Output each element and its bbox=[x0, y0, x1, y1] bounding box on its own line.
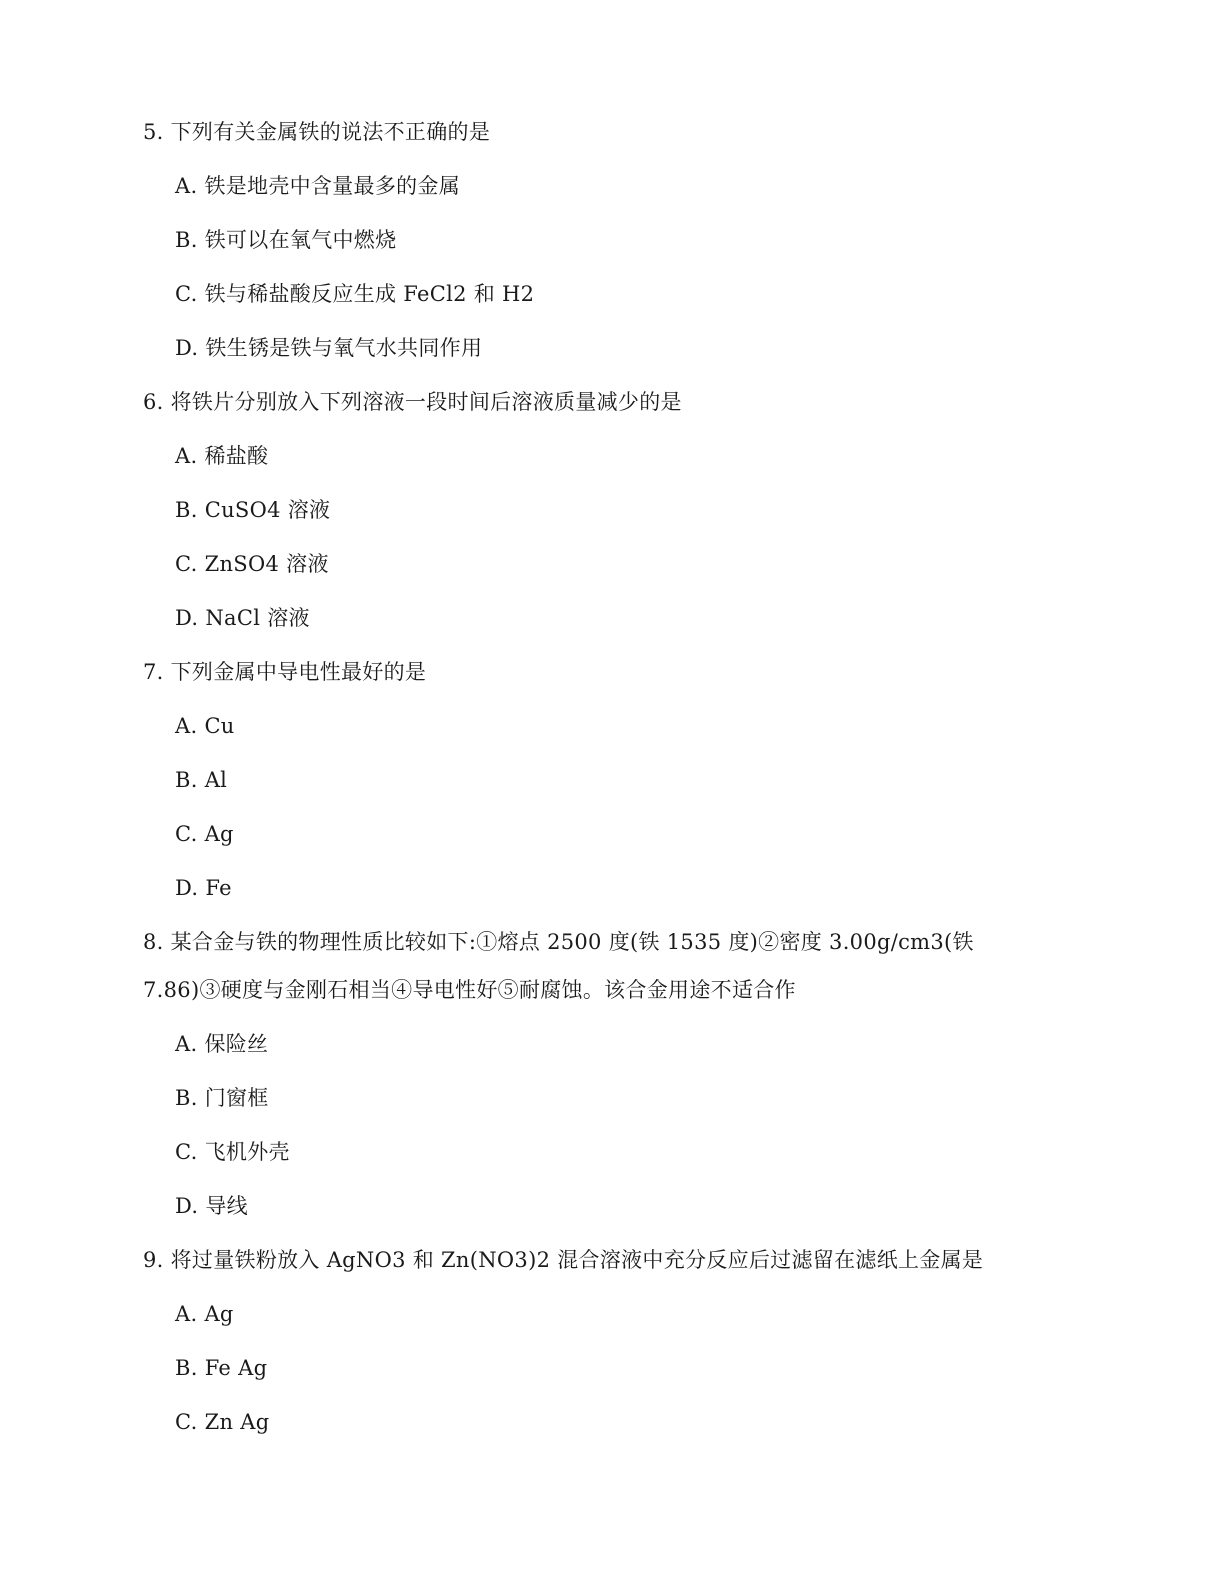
option-text: 铁可以在氧气中燃烧 bbox=[204, 228, 397, 252]
option-5c bbox=[175, 280, 534, 308]
option-label: C. bbox=[175, 282, 198, 306]
question-text: 下列金属中导电性最好的是 bbox=[170, 660, 427, 684]
option-9a bbox=[175, 1300, 234, 1328]
option-label: A. bbox=[175, 714, 198, 738]
option-label: A. bbox=[175, 174, 198, 198]
option-text: CuSO4 溶液 bbox=[204, 498, 331, 522]
option-label: B. bbox=[175, 768, 198, 792]
option-8d bbox=[175, 1192, 248, 1220]
option-text: Cu bbox=[204, 714, 235, 738]
option-7d bbox=[175, 874, 232, 902]
option-text: 铁是地壳中含量最多的金属 bbox=[204, 174, 461, 198]
option-text: 飞机外壳 bbox=[204, 1140, 290, 1164]
question-text: 下列有关金属铁的说法不正确的是 bbox=[170, 120, 491, 144]
question-8 bbox=[143, 928, 974, 956]
option-label: A. bbox=[175, 1032, 198, 1056]
option-label: C. bbox=[175, 552, 198, 576]
option-text: 铁与稀盐酸反应生成 FeCl2 和 H2 bbox=[204, 282, 535, 306]
option-text: 保险丝 bbox=[204, 1032, 269, 1056]
option-label: C. bbox=[175, 1140, 198, 1164]
option-label: B. bbox=[175, 1086, 198, 1110]
option-9c bbox=[175, 1408, 270, 1436]
option-text: 稀盐酸 bbox=[204, 444, 269, 468]
option-text: 铁生锈是铁与氧气水共同作用 bbox=[205, 336, 483, 360]
option-5a bbox=[175, 172, 460, 200]
option-text: Ag bbox=[204, 822, 234, 846]
option-label: D. bbox=[175, 876, 199, 900]
option-label: B. bbox=[175, 498, 198, 522]
option-label: B. bbox=[175, 1356, 198, 1380]
option-7c bbox=[175, 820, 234, 848]
question-number: 9. bbox=[143, 1248, 164, 1272]
option-label: A. bbox=[175, 1302, 198, 1326]
option-text: Fe Ag bbox=[204, 1356, 268, 1380]
option-6d bbox=[175, 604, 310, 632]
question-number: 7. bbox=[143, 660, 164, 684]
option-6b bbox=[175, 496, 330, 524]
option-8c bbox=[175, 1138, 290, 1166]
question-text: 将过量铁粉放入 AgNO3 和 Zn(NO3)2 混合溶液中充分反应后过滤留在滤纸上金属是 bbox=[170, 1248, 984, 1272]
question-number: 6. bbox=[143, 390, 164, 414]
question-number: 8. bbox=[143, 930, 164, 954]
question-7 bbox=[143, 658, 426, 686]
option-text: Zn Ag bbox=[204, 1410, 270, 1434]
question-text: 某合金与铁的物理性质比较如下:①熔点 2500 度(铁 1535 度)②密度 3.00g/cm3(铁 bbox=[170, 930, 974, 954]
option-label: A. bbox=[175, 444, 198, 468]
question-text: 将铁片分别放入下列溶液一段时间后溶液质量减少的是 bbox=[170, 390, 682, 414]
option-7b bbox=[175, 766, 227, 794]
option-6a bbox=[175, 442, 268, 470]
option-text: 导线 bbox=[205, 1194, 248, 1218]
option-9b bbox=[175, 1354, 267, 1382]
option-5b bbox=[175, 226, 396, 254]
option-text: 门窗框 bbox=[204, 1086, 269, 1110]
option-text: NaCl 溶液 bbox=[205, 606, 310, 630]
option-label: C. bbox=[175, 822, 198, 846]
option-7a bbox=[175, 712, 235, 740]
option-8a bbox=[175, 1030, 268, 1058]
question-number: 5. bbox=[143, 120, 164, 144]
option-5d bbox=[175, 334, 482, 362]
question-9 bbox=[143, 1246, 983, 1274]
option-label: D. bbox=[175, 1194, 199, 1218]
option-text: ZnSO4 溶液 bbox=[204, 552, 329, 576]
option-label: B. bbox=[175, 228, 198, 252]
option-6c bbox=[175, 550, 329, 578]
option-8b bbox=[175, 1084, 269, 1112]
question-5 bbox=[143, 118, 490, 146]
option-label: D. bbox=[175, 606, 199, 630]
option-label: D. bbox=[175, 336, 199, 360]
question-text-continuation: 7.86)③硬度与金刚石相当④导电性好⑤耐腐蚀。该合金用途不适合作 bbox=[143, 978, 796, 1002]
question-6 bbox=[143, 388, 682, 416]
option-text: Fe bbox=[205, 876, 232, 900]
option-text: Al bbox=[204, 768, 228, 792]
question-8-continuation bbox=[143, 976, 796, 1004]
option-text: Ag bbox=[204, 1302, 234, 1326]
option-label: C. bbox=[175, 1410, 198, 1434]
